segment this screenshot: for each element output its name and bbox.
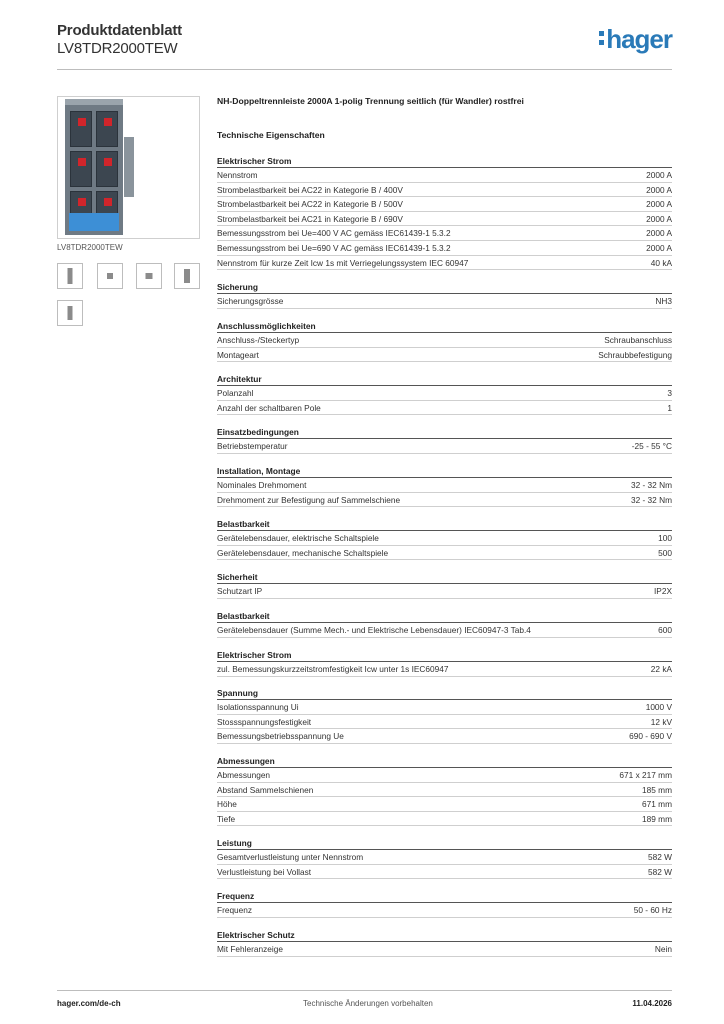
table-row: Anschluss-/Steckertyp Schraubanschluss <box>217 333 672 348</box>
product-image-rack <box>65 99 123 235</box>
table-row: Stossspannungsfestigkeit 12 kV <box>217 715 672 730</box>
table-row: Tiefe 189 mm <box>217 812 672 827</box>
hager-logo: hager <box>599 26 672 52</box>
group-title: Anschlussmöglichkeiten <box>217 320 672 333</box>
group-title: Frequenz <box>217 890 672 903</box>
table-row: zul. Bemessungskurzzeitstromfestigkeit Icw unter 1s IEC60947 22 kA <box>217 662 672 677</box>
image-caption: LV8TDR2000TEW <box>57 243 123 252</box>
table-row: Anzahl der schaltbaren Pole 1 <box>217 401 672 416</box>
table-row: Frequenz 50 - 60 Hz <box>217 903 672 918</box>
product-image <box>57 96 200 239</box>
group-architektur <box>217 373 672 415</box>
table-row: Nominales Drehmoment 32 - 32 Nm <box>217 478 672 493</box>
footer-website-link[interactable]: hager.com/de-ch <box>57 999 121 1008</box>
table-row: Strombelastbarkeit bei AC21 in Kategorie B / 690V 2000 A <box>217 212 672 227</box>
section-title: Technische Eigenschaften <box>217 130 325 140</box>
table-row: Verlustleistung bei Vollast 582 W <box>217 865 672 880</box>
thumbnail-4[interactable] <box>174 263 200 289</box>
table-row: Sicherungsgrösse NH3 <box>217 294 672 309</box>
group-title: Architektur <box>217 373 672 386</box>
group-sicherung <box>217 281 672 309</box>
group-title: Einsatzbedingungen <box>217 426 672 439</box>
page-header <box>57 20 672 70</box>
table-row: Strombelastbarkeit bei AC22 in Kategorie B / 400V 2000 A <box>217 183 672 198</box>
group-title: Belastbarkeit <box>217 518 672 531</box>
table-row: Bemessungsbetriebsspannung Ue 690 - 690 V <box>217 729 672 744</box>
thumbnail-2[interactable] <box>97 263 123 289</box>
logo-colon-icon <box>599 29 604 47</box>
footer-date: 11.04.2026 <box>632 999 672 1008</box>
group-spannung <box>217 687 672 744</box>
group-title: Elektrischer Schutz <box>217 929 672 942</box>
image-fuse <box>96 111 118 147</box>
image-fuse <box>70 151 92 187</box>
image-base <box>69 213 119 231</box>
group-anschlussmoeglichkeiten <box>217 320 672 362</box>
table-row: Gerätelebensdauer, elektrische Schaltspiele 100 <box>217 531 672 546</box>
table-row: Mit Fehleranzeige Nein <box>217 942 672 957</box>
image-fuse <box>96 151 118 187</box>
table-row: Polanzahl 3 <box>217 386 672 401</box>
group-frequenz <box>217 890 672 918</box>
group-abmessungen <box>217 755 672 826</box>
table-row: Gesamtverlustleistung unter Nennstrom 582 W <box>217 850 672 865</box>
table-row: Nennstrom 2000 A <box>217 168 672 183</box>
table-row: Drehmoment zur Befestigung auf Sammelschiene 32 - 32 Nm <box>217 493 672 508</box>
group-title: Sicherung <box>217 281 672 294</box>
group-installation-montage <box>217 465 672 507</box>
page-footer <box>57 990 672 1016</box>
group-einsatzbedingungen <box>217 426 672 454</box>
footer-notice: Technische Änderungen vorbehalten <box>303 999 433 1008</box>
table-row: Bemessungsstrom bei Ue=400 V AC gemäss IEC61439-1 5.3.2 2000 A <box>217 226 672 241</box>
image-fuse <box>70 111 92 147</box>
document-type: Produktdatenblatt <box>57 22 182 39</box>
group-title: Abmessungen <box>217 755 672 768</box>
group-title: Belastbarkeit <box>217 610 672 623</box>
table-row: Abmessungen 671 x 217 mm <box>217 768 672 783</box>
table-row: Bemessungsstrom bei Ue=690 V AC gemäss IEC61439-1 5.3.2 2000 A <box>217 241 672 256</box>
group-title: Leistung <box>217 837 672 850</box>
group-title: Installation, Montage <box>217 465 672 478</box>
group-belastbarkeit <box>217 518 672 560</box>
group-title: Spannung <box>217 687 672 700</box>
table-row: Strombelastbarkeit bei AC22 in Kategorie B / 500V 2000 A <box>217 197 672 212</box>
image-rail <box>65 99 123 105</box>
table-row: Abstand Sammelschienen 185 mm <box>217 783 672 798</box>
group-belastbarkeit-2 <box>217 610 672 638</box>
thumbnail-5[interactable] <box>57 300 83 326</box>
table-row: Schutzart IP IP2X <box>217 584 672 599</box>
thumbnail-1[interactable] <box>57 263 83 289</box>
table-row: Isolationsspannung Ui 1000 V <box>217 700 672 715</box>
table-row: Montageart Schraubbefestigung <box>217 348 672 363</box>
group-elektrischer-schutz <box>217 929 672 957</box>
table-row: Höhe 671 mm <box>217 797 672 812</box>
table-row: Nennstrom für kurze Zeit Icw 1s mit Verriegelungssystem IEC 60947 40 kA <box>217 256 672 271</box>
group-title: Sicherheit <box>217 571 672 584</box>
group-elektrischer-strom <box>217 155 672 270</box>
table-row: Betriebstemperatur -25 - 55 °C <box>217 439 672 454</box>
table-row: Gerätelebensdauer (Summe Mech.- und Elektrische Lebensdauer) IEC60947-3 Tab.4 600 <box>217 623 672 638</box>
group-title: Elektrischer Strom <box>217 155 672 168</box>
group-leistung <box>217 837 672 879</box>
group-sicherheit <box>217 571 672 599</box>
image-side-part <box>124 137 134 197</box>
group-elektrischer-strom-2 <box>217 649 672 677</box>
product-name: NH-Doppeltrennleiste 2000A 1-polig Trennung seitlich (für Wandler) rostfrei <box>217 96 524 106</box>
group-title: Elektrischer Strom <box>217 649 672 662</box>
table-row: Gerätelebensdauer, mechanische Schaltspiele 500 <box>217 546 672 561</box>
product-reference: LV8TDR2000TEW <box>57 40 178 57</box>
thumbnail-3[interactable] <box>136 263 162 289</box>
